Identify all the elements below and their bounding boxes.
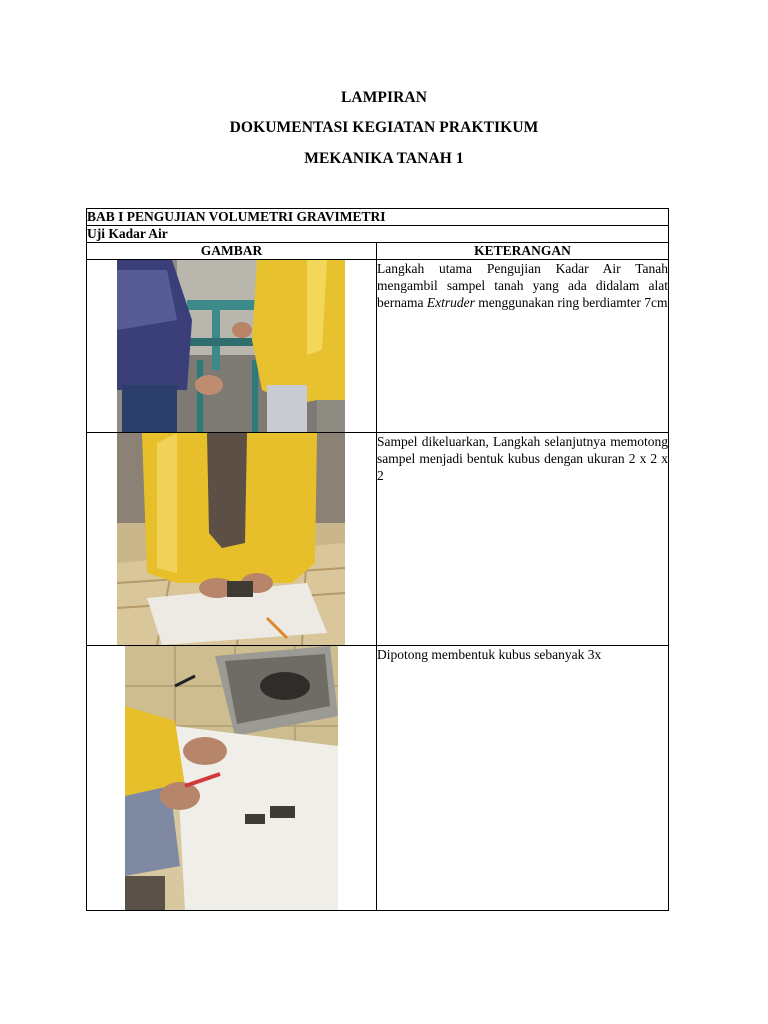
subsection-title: Uji Kadar Air <box>87 226 669 243</box>
description-cell: Dipotong membentuk kubus sebanyak 3x <box>377 646 669 911</box>
description-cell: Langkah utama Pengujian Kadar Air Tanah mengambil sampel tanah yang ada didalam alat bernama Extruder menggunakan ring berdiamter 7cm <box>377 260 669 433</box>
photo-cell <box>87 646 377 911</box>
photo-cube-samples <box>125 646 338 910</box>
column-header-keterangan: KETERANGAN <box>377 243 669 260</box>
doc-title-lampiran: LAMPIRAN <box>340 89 428 106</box>
description-cell: Sampel dikeluarkan, Langkah selanjutnya memotong sampel menjadi bentuk kubus dengan ukuran 2 x 2 x 2 <box>377 433 669 646</box>
table-row <box>87 646 669 911</box>
photo-extruder-sampling <box>117 260 345 432</box>
column-header-gambar: GAMBAR <box>87 243 377 260</box>
table-row <box>87 433 669 646</box>
photo-cell <box>87 260 377 433</box>
doc-title-mekanika: MEKANIKA TANAH 1 <box>304 150 464 167</box>
photo-cell <box>87 433 377 646</box>
documentation-table <box>86 208 669 911</box>
photo-cutting-sample <box>117 433 345 645</box>
section-title: BAB I PENGUJIAN VOLUMETRI GRAVIMETRI <box>87 209 669 226</box>
doc-title-dokumentasi: DOKUMENTASI KEGIATAN PRAKTIKUM <box>229 119 539 136</box>
table-row <box>87 260 669 433</box>
